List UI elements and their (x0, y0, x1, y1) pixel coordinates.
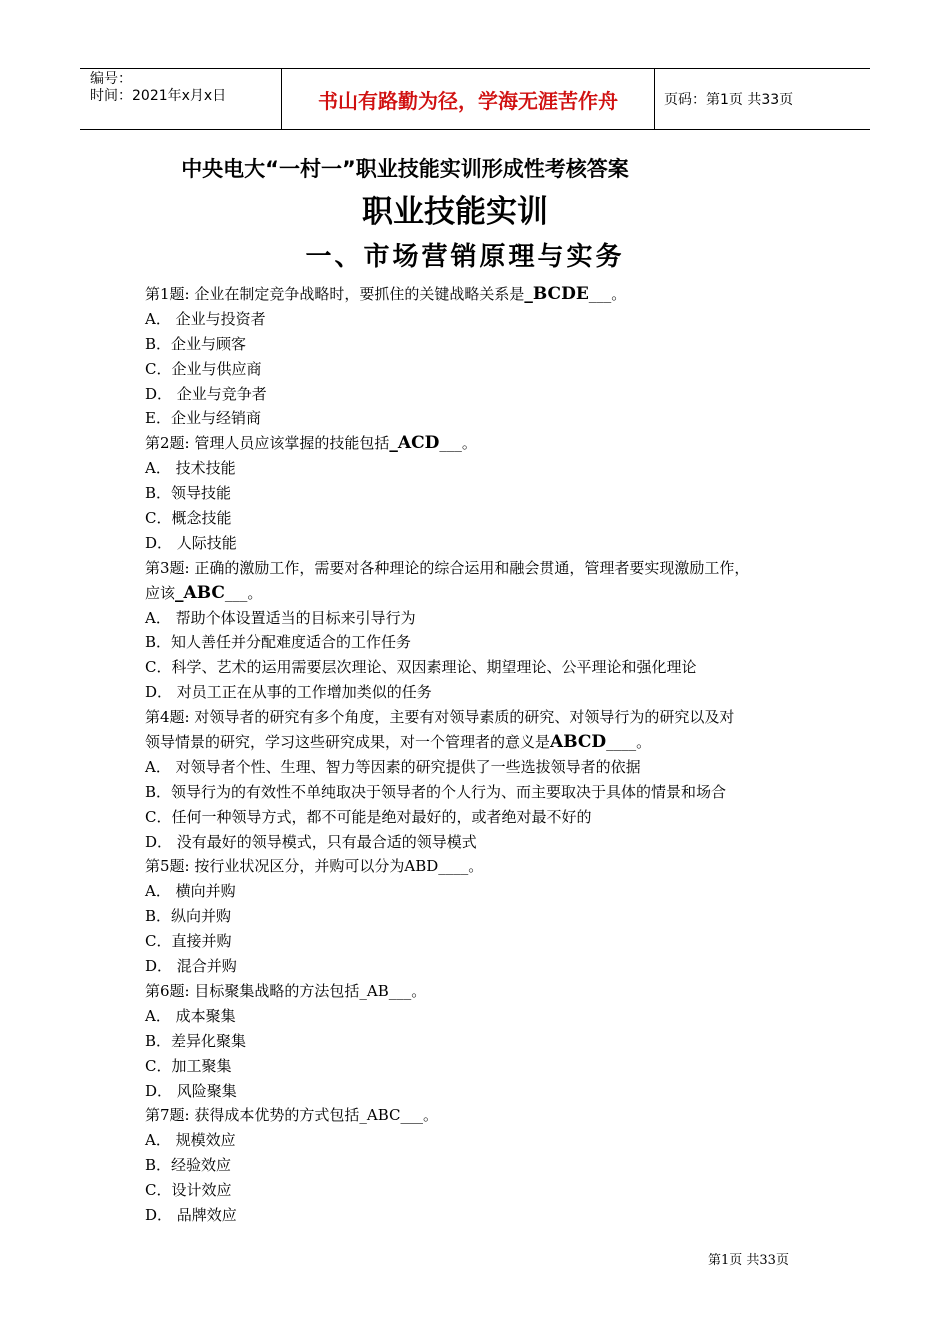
header-page-cell (654, 69, 870, 129)
question-stem: 第7题: 获得成本优势的方式包括_ABC___。 (145, 1106, 438, 1125)
answer-option: A． 企业与投资者 (145, 309, 266, 328)
question-stem: 领导情景的研究，学习这些研究成果，对一个管理者的意义是 (145, 733, 551, 752)
question-stem: 第1题: 企业在制定竞争战略时，要抓住的关键战略关系是 (145, 285, 525, 303)
answer-blank: ___。 (224, 583, 263, 602)
question-block (145, 979, 825, 1103)
question-block (145, 1103, 825, 1227)
question-text (145, 979, 825, 1004)
answer-option: A． 成本聚集 (145, 1006, 236, 1025)
answer-blank: ____。 (606, 733, 652, 752)
answer-option: C．加工聚集 (145, 1056, 232, 1075)
answer-option: D． 混合并购 (145, 957, 237, 976)
answer-option: D． 品牌效应 (145, 1205, 237, 1224)
question-stem: 应该 (145, 583, 176, 602)
answer-option: C．科学、艺术的运用需要层次理论、双因素理论、期望理论、公平理论和强化理论 (145, 658, 697, 677)
answer-option: B．领导技能 (145, 484, 232, 503)
answer-option: D． 没有最好的领导模式，只有最合适的领导模式 (145, 832, 477, 851)
answer-option: D． 人际技能 (145, 533, 237, 552)
answer-option: B．企业与顾客 (145, 334, 247, 353)
question-text (145, 431, 825, 456)
answer-option: B．知人善任并分配难度适合的工作任务 (145, 633, 412, 652)
answer-text: _BCDE (524, 284, 589, 304)
answer-option: E．企业与经销商 (145, 409, 261, 428)
answer-option: B．经验效应 (145, 1156, 232, 1175)
question-stem: 第2题: 管理人员应该掌握的技能包括 (145, 434, 390, 453)
time-label: 时间：2021年x月x日 (90, 88, 227, 104)
question-text (145, 581, 825, 606)
answer-option: D． 对员工正在从事的工作增加类似的任务 (145, 683, 432, 702)
header-meta-cell (80, 69, 280, 129)
answer-option: A． 横向并购 (145, 882, 236, 901)
page-info: 页码：第1页 共33页 (664, 92, 794, 108)
answer-option: C．任何一种领导方式，都不可能是绝对最好的，或者绝对最不好的 (145, 807, 592, 826)
question-stem: 第3题: 正确的激励工作，需要对各种理论的综合运用和融会贯通，管理者要实现激励工作， (145, 558, 750, 577)
doc-title (0, 153, 950, 183)
question-text (145, 730, 825, 755)
motto-text: 书山有路勤为径，学海无涯苦作舟 (318, 88, 618, 113)
doc-title-text: 中央电大“一村一”职业技能实训形成性考核答案 (181, 157, 629, 181)
answer-text: _ABC (175, 582, 225, 603)
question-stem: 第4题: 对领导者的研究有多个角度，主要有对领导素质的研究、对领导行为的研究以及对 (145, 708, 735, 727)
number-label: 编号： (90, 71, 132, 87)
question-block (145, 556, 825, 705)
answer-text: ABCD (550, 732, 607, 753)
question-stem: 第5题: 按行业状况区分，并购可以分为ABD____。 (145, 857, 484, 876)
answer-text: _ACD (389, 433, 440, 454)
answer-option: D． 风险聚集 (145, 1081, 237, 1100)
question-block (145, 431, 825, 555)
question-list (145, 282, 825, 1228)
doc-subtitle: 职业技能实训 (362, 194, 548, 230)
question-text (145, 556, 825, 581)
answer-blank: ___。 (588, 285, 627, 303)
answer-option: B．纵向并购 (145, 907, 232, 926)
question-text (145, 854, 825, 879)
question-block (145, 705, 825, 854)
page-header (80, 68, 870, 130)
answer-option: C．企业与供应商 (145, 359, 262, 378)
answer-option: D． 企业与竞争者 (145, 384, 267, 403)
question-block (145, 854, 825, 978)
answer-option: A． 对领导者个性、生理、智力等因素的研究提供了一些选拔领导者的依据 (145, 757, 641, 776)
answer-option: B．领导行为的有效性不单纯取决于领导者的个人行为、而主要取决于具体的情景和场合 (145, 782, 727, 801)
question-text (145, 282, 825, 307)
answer-option: C．概念技能 (145, 509, 232, 528)
question-stem: 第6题: 目标聚集战略的方法包括_AB___。 (145, 981, 427, 1000)
question-text (145, 1103, 825, 1128)
question-text (145, 705, 825, 730)
answer-option: A． 规模效应 (145, 1131, 236, 1150)
question-block (145, 282, 825, 431)
section-heading: 一、市场营销原理与实务 (305, 242, 625, 272)
answer-option: B．差异化聚集 (145, 1031, 247, 1050)
answer-option: C．直接并购 (145, 932, 232, 951)
header-motto-cell (281, 69, 655, 129)
answer-blank: ___。 (439, 434, 477, 453)
answer-option: A． 技术技能 (145, 459, 236, 478)
answer-option: A． 帮助个体设置适当的目标来引导行为 (145, 608, 416, 627)
answer-option: C．设计效应 (145, 1181, 232, 1200)
page-footer: 第1页 共33页 (708, 1253, 789, 1268)
